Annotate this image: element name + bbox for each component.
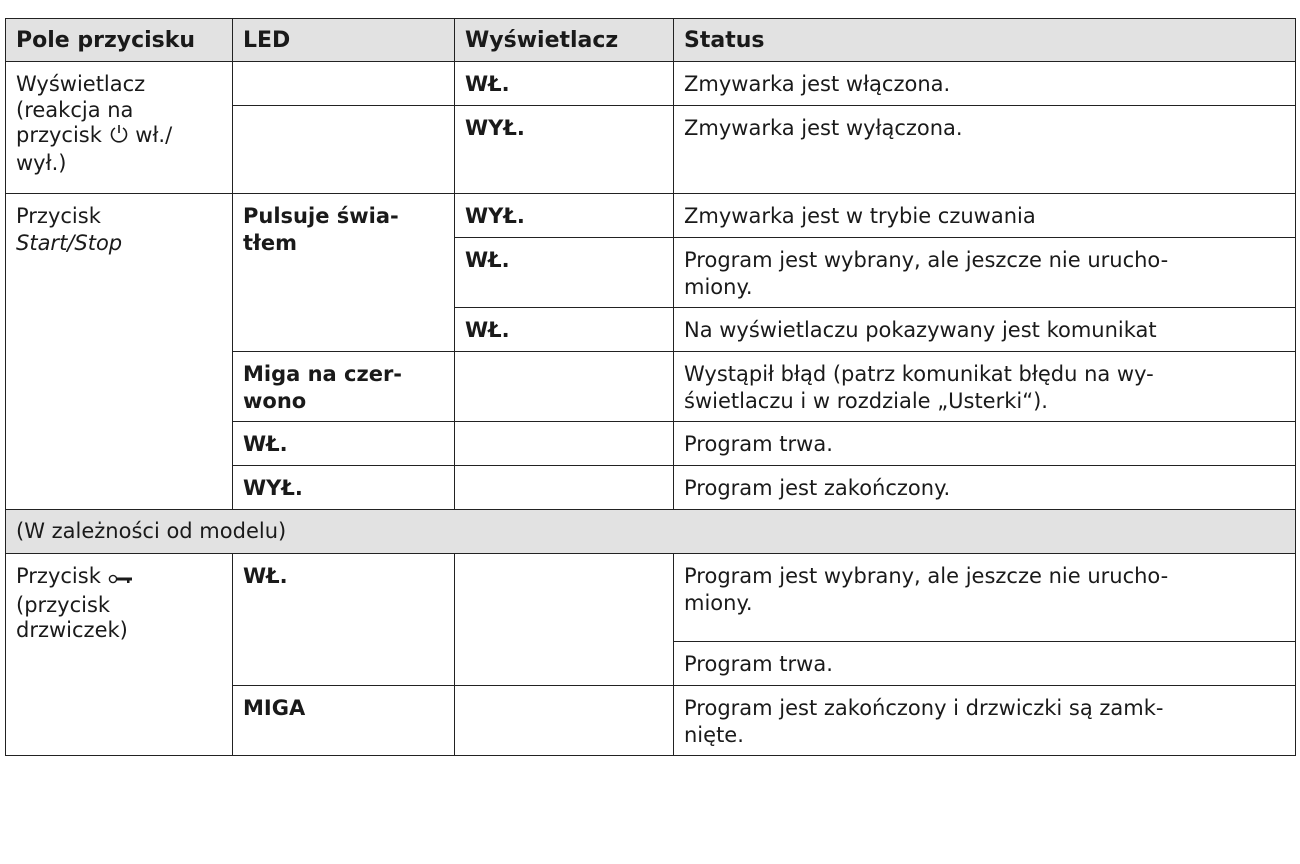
- button-field-start-stop: Przycisk Start/Stop: [6, 194, 233, 510]
- display-cell: [455, 352, 674, 422]
- display-cell: WŁ.: [455, 238, 674, 308]
- status-cell: Zmywarka jest w trybie czuwania: [674, 194, 1296, 238]
- button-field-display: Wyświetlacz (reakcja na przycisk wł./ wył.): [6, 62, 233, 194]
- led-red-cell: Miga na czer- wono: [233, 352, 455, 422]
- status-cell: Program jest wybrany, ale jeszcze nie urucho- miony.: [674, 554, 1296, 642]
- key-icon: [108, 566, 134, 593]
- led-cell: WŁ.: [233, 422, 455, 466]
- status-cell: Program jest zakończony.: [674, 466, 1296, 510]
- power-icon: [109, 123, 129, 151]
- display-cell: [455, 686, 674, 756]
- display-cell: [455, 422, 674, 466]
- display-cell: WŁ.: [455, 62, 674, 106]
- display-cell: WŁ.: [455, 308, 674, 352]
- header-button-field: Pole przycisku: [6, 19, 233, 62]
- status-cell: Zmywarka jest włączona.: [674, 62, 1296, 106]
- led-cell: WŁ.: [233, 554, 455, 686]
- status-cell: Program trwa.: [674, 642, 1296, 686]
- display-cell: [455, 466, 674, 510]
- header-display: Wyświetlacz: [455, 19, 674, 62]
- led-cell: [233, 62, 455, 106]
- led-cell: [233, 106, 455, 194]
- status-table: [5, 18, 1296, 756]
- section-row: [6, 510, 1296, 554]
- section-label: (W zależności od modelu): [6, 510, 1296, 554]
- header-row: [6, 19, 1296, 62]
- display-cell: WYŁ.: [455, 194, 674, 238]
- button-field-door: Przycisk (przycisk drzwiczek): [6, 554, 233, 756]
- display-cell: WYŁ.: [455, 106, 674, 194]
- table-row: [6, 194, 1296, 238]
- status-cell: Na wyświetlaczu pokazywany jest komunikat: [674, 308, 1296, 352]
- led-pulse-cell: Pulsuje świa- tłem: [233, 194, 455, 352]
- status-cell: Program jest zakończony i drzwiczki są zamk- nięte.: [674, 686, 1296, 756]
- table-row: [6, 62, 1296, 106]
- header-status: Status: [674, 19, 1296, 62]
- status-cell: Zmywarka jest wyłączona.: [674, 106, 1296, 194]
- header-led: LED: [233, 19, 455, 62]
- led-cell: MIGA: [233, 686, 455, 756]
- status-cell: Program jest wybrany, ale jeszcze nie urucho- miony.: [674, 238, 1296, 308]
- status-cell: Wystąpił błąd (patrz komunikat błędu na wy- świetlaczu i w rozdziale „Usterki“).: [674, 352, 1296, 422]
- status-cell: Program trwa.: [674, 422, 1296, 466]
- led-cell: WYŁ.: [233, 466, 455, 510]
- table-row: [6, 554, 1296, 642]
- display-cell: [455, 554, 674, 686]
